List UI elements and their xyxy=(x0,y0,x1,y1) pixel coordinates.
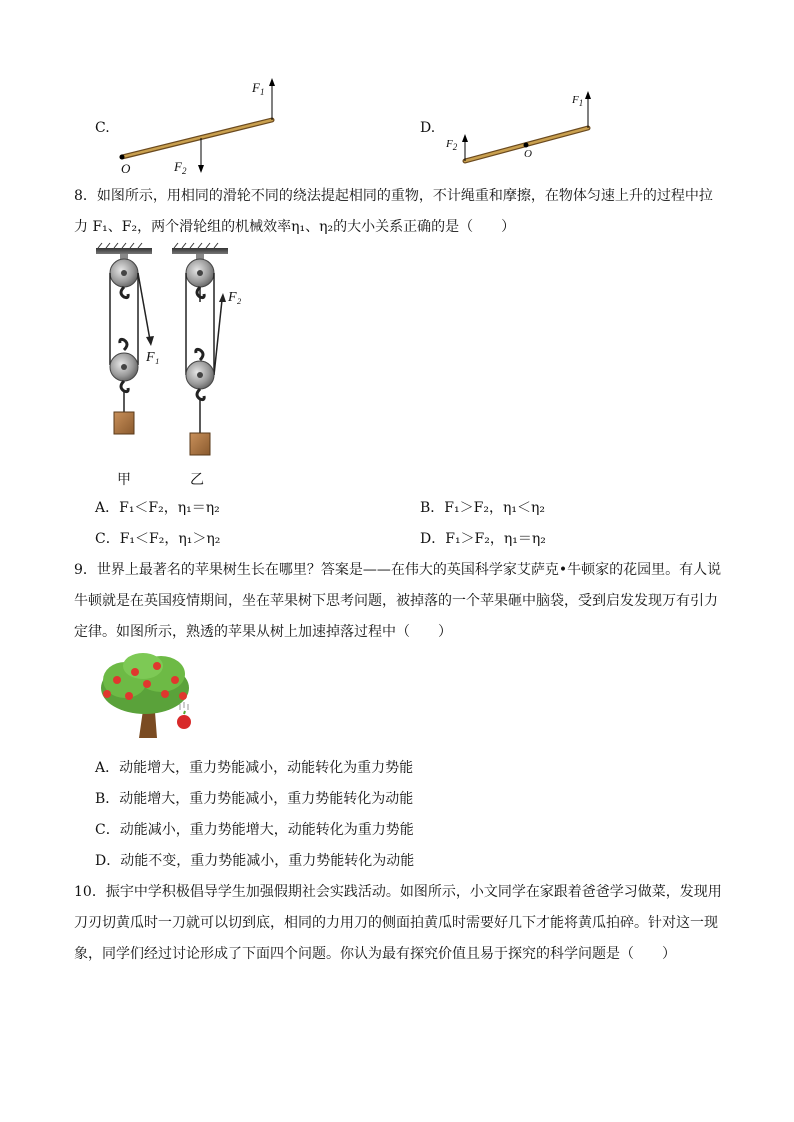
fig-label-f1: F₁ xyxy=(146,350,160,365)
fig-caption-jia: 甲 xyxy=(117,472,131,488)
q8-option-a[interactable]: A．F₁＜F₂，η₁＝η₂ xyxy=(95,500,220,516)
q9-option-a[interactable]: A．动能增大，重力势能减小，动能转化为重力势能 xyxy=(95,760,414,776)
fig-caption-yi: 乙 xyxy=(190,472,204,488)
q9-option-d[interactable]: D．动能不变，重力势能减小，重力势能转化为动能 xyxy=(95,853,415,869)
lever-diagram-c xyxy=(110,78,310,178)
pulley-figure xyxy=(92,240,252,490)
q9-stem: 9．世界上最著名的苹果树生长在哪里？答案是——在伟大的英国科学家艾萨克•牛顿家的花园里。有人说 牛顿就是在英国疫情期间，坐在苹果树下思考问题，被掉落的一个苹果砸中脑袋，受到启发发现万有引力 定律。如图所示，熟透的苹果从树上加速掉落过程中（ ） xyxy=(74,562,722,640)
label-f2-d: $F_2$ xyxy=(446,138,458,152)
q9-option-b[interactable]: B．动能增大，重力势能减小，重力势能转化为动能 xyxy=(95,791,414,807)
label-f1-c: $F_1$ xyxy=(252,80,265,97)
apple-tree-image xyxy=(95,650,205,740)
q8-option-c[interactable]: C．F₁＜F₂，η₁＞η₂ xyxy=(95,531,221,547)
q9-option-c[interactable]: C．动能减小，重力势能增大，动能转化为重力势能 xyxy=(95,822,414,838)
option-d-letter: D. xyxy=(420,120,436,136)
label-f1-d: $F_1$ xyxy=(572,94,584,108)
label-f2-c: $F_2$ xyxy=(174,159,187,176)
label-o-c: O xyxy=(121,161,131,176)
q10-stem: 10．振宇中学积极倡导学生加强假期社会实践活动。如图所示，小文同学在家跟着爸爸学习做菜，发现用 刀刃切黄瓜时一刀就可以切到底，相同的力用刀的侧面拍黄瓜时需要好几下才能将黄瓜拍碎。针对这一现 象，同学们经过讨论形成了下面四个问题。你认为最有探究价值且易于探究的科学问题是（ ） xyxy=(74,884,722,962)
q8-option-b[interactable]: B．F₁＞F₂，η₁＜η₂ xyxy=(420,500,545,516)
label-o-d: O xyxy=(524,148,532,160)
option-c-letter: C. xyxy=(95,120,110,136)
fig-label-f2: F₂ xyxy=(228,290,242,305)
q8-stem: 8．如图所示，用相同的滑轮不同的绕法提起相同的重物，不计绳重和摩擦，在物体匀速上升的过程中拉 力 F₁、F₂，两个滑轮组的机械效率η₁、η₂的大小关系正确的是（ ） xyxy=(74,188,713,235)
q8-option-d[interactable]: D．F₁＞F₂，η₁＝η₂ xyxy=(420,531,546,547)
